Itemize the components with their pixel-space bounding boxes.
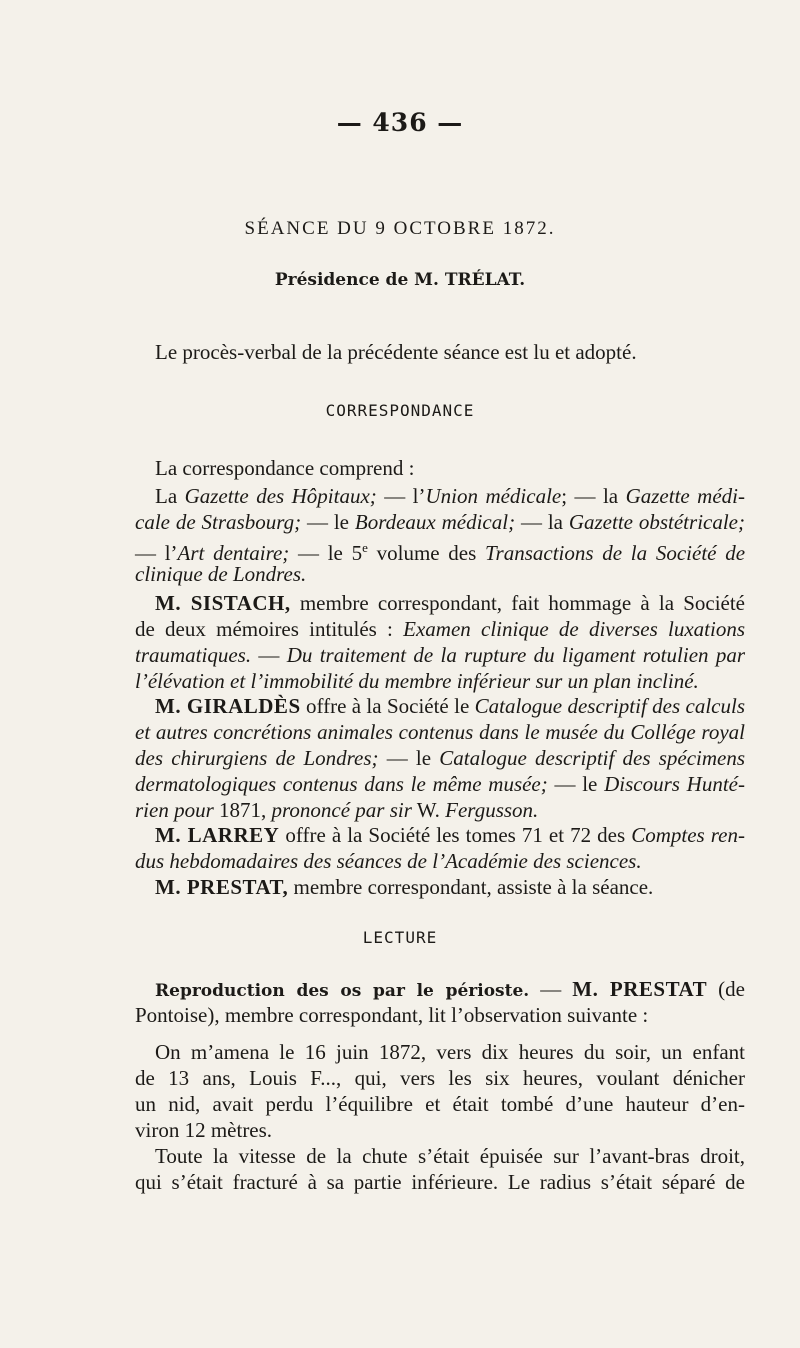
lecture-heading: LECTURE (362, 928, 438, 947)
text-run: l’élévation et l’immobilité du membre inférieur sur un plan incliné. (135, 669, 699, 693)
member-name: M. PRESTAT, (155, 875, 289, 899)
lecture-title: Reproduction des os par le périoste. (155, 981, 530, 1001)
text-run: Du traitement de la rupture du ligament rotulien par (286, 643, 745, 667)
text-run: — (529, 977, 573, 1001)
text-run: clinique de Londres. (135, 562, 307, 586)
member-name: M. PRESTAT (572, 977, 708, 1001)
publications-line-2 (135, 509, 745, 535)
observation-line-5: Toute la vitesse de la chute s’était épuisée sur l’avant-bras droit, (155, 1144, 745, 1168)
text-run: — le (378, 746, 440, 770)
text-run: volume des (367, 541, 486, 565)
text-run: — l’ (376, 484, 426, 508)
text-run: Art dentaire; (177, 541, 290, 565)
text-run: membre correspondant, assiste à la séance. (288, 875, 654, 899)
sistach-line-4 (135, 668, 745, 694)
page-number: — 436 — (336, 108, 464, 137)
member-name: M. SISTACH, (155, 591, 291, 615)
text-run: cale de Strasbourg; (135, 510, 302, 534)
correspondance-intro: La correspondance comprend : (155, 456, 415, 480)
member-name: M. LARREY (155, 823, 280, 847)
sistach-line-1 (155, 590, 745, 616)
text-run: ; — la (561, 484, 626, 508)
observation-line-4: viron 12 mètres. (135, 1118, 273, 1142)
text-run: Catalogue descriptif des spécimens (439, 746, 746, 770)
text-run: Catalogue descriptif des calculs (474, 694, 745, 718)
text-run: prononcé par sir (271, 798, 412, 822)
giraldes-line-1 (155, 693, 745, 719)
text-run: offre à la Société les tomes 71 et 72 des (279, 823, 632, 847)
seance-title: SÉANCE DU 9 OCTOBRE 1872. (244, 218, 556, 239)
presidence-line: Présidence de M. TRÉLAT. (274, 270, 526, 290)
text-run: Examen clinique de diverses luxations (403, 617, 745, 641)
text-run: traumatiques. (135, 643, 252, 667)
text-run: Gazette des Hôpitaux; (184, 484, 377, 508)
text-run: 1871, (213, 798, 272, 822)
text-run: Union médicale (425, 484, 562, 508)
text-run: Gazette obstétricale; (568, 510, 745, 534)
observation-line-3: un nid, avait perdu l’équilibre et était tombé d’une hauteur d’en- (135, 1092, 745, 1116)
text-run: (de (707, 977, 745, 1001)
text-run: — le 5 (289, 541, 363, 565)
text-run: — la (515, 510, 569, 534)
text-run: Discours Hunté- (604, 772, 745, 796)
observation-line-2: de 13 ans, Louis F..., qui, vers les six heures, voulant dénicher (135, 1066, 745, 1090)
text-run: des chirurgiens de Londres; (135, 746, 379, 770)
proces-verbal: Le procès-verbal de la précédente séance est lu et adopté. (155, 340, 637, 364)
giraldes-line-3 (135, 745, 745, 771)
observation-line-6: qui s’était fracturé à sa partie inférieure. Le radius s’était séparé de (135, 1170, 745, 1194)
text-run: et autres concrétions animales contenus dans le musée du Collége royal (135, 720, 745, 744)
text-run: — (251, 643, 287, 667)
text-run: e (362, 540, 368, 555)
text-run: — le (547, 772, 605, 796)
text-run: dus hebdomadaires des séances de l’Académie des sciences. (135, 849, 642, 873)
text-run: W. (411, 798, 446, 822)
larrey-line-1 (155, 822, 745, 848)
giraldes-line-2 (135, 719, 745, 745)
observation-line-1: On m’amena le 16 juin 1872, vers dix heures du soir, un enfant (155, 1040, 745, 1064)
text-run: Gazette médi- (625, 484, 745, 508)
text-run: dermatologiques contenus dans le même musée; (135, 772, 548, 796)
text-run: La (155, 484, 185, 508)
text-run: rien pour (135, 798, 214, 822)
text-run: membre correspondant, fait hommage à la Société (290, 591, 746, 615)
text-run: Comptes ren- (631, 823, 745, 847)
lecture-line-2: Pontoise), membre correspondant, lit l’observation suivante : (135, 1003, 649, 1027)
text-run: offre à la Société le (300, 694, 475, 718)
text-run: de deux mémoires intitulés : (135, 617, 404, 641)
sistach-line-3 (135, 642, 745, 668)
correspondance-heading: CORRESPONDANCE (325, 401, 475, 420)
lecture-line-1 (155, 976, 745, 1004)
text-run: Bordeaux médical; (354, 510, 516, 534)
prestat-line (155, 874, 745, 900)
text-run: — le (301, 510, 355, 534)
publications-line-4 (135, 561, 745, 587)
text-run: Fergusson. (445, 798, 539, 822)
giraldes-line-5 (135, 797, 745, 823)
text-run: Transactions de la Société de (485, 541, 746, 565)
publications-line-1 (155, 483, 745, 509)
sistach-line-2 (135, 616, 745, 642)
member-name: M. GIRALDÈS (155, 694, 301, 718)
text-run: — l’ (135, 541, 178, 565)
larrey-line-2 (135, 848, 745, 874)
giraldes-line-4 (135, 771, 745, 797)
